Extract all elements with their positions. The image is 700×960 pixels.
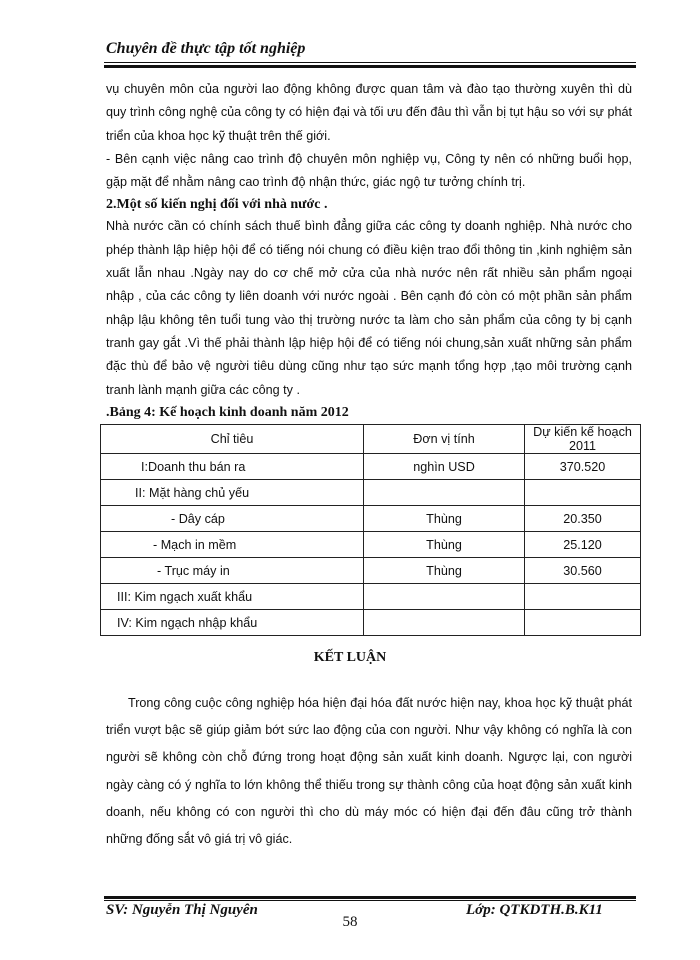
conclusion-body [106, 690, 632, 853]
table-row [101, 506, 641, 532]
table-cell: III: Kim ngạch xuất khẩu [101, 584, 364, 610]
footer-rule-thick [104, 896, 636, 899]
table-cell [525, 610, 641, 636]
table-cell: II: Mặt hàng chủ yếu [101, 480, 364, 506]
table-header-cell: Dự kiến kế hoạch 2011 [525, 425, 641, 454]
table-row [101, 454, 641, 480]
body-content [106, 78, 632, 424]
header-title: Chuyên đề thực tập tốt nghiệp [106, 40, 306, 57]
table-cell [525, 480, 641, 506]
table-cell: nghìn USD [364, 454, 525, 480]
table-row [101, 584, 641, 610]
class-code: Lớp: QTKDTH.B.K11 [466, 902, 603, 918]
table-header-cell: Chỉ tiêu [101, 425, 364, 454]
table-cell: IV: Kim ngạch nhập khẩu [101, 610, 364, 636]
header-rule-thin [104, 62, 636, 63]
table-cell: I:Doanh thu bán ra [101, 454, 364, 480]
student-name: SV: Nguyễn Thị Nguyên [106, 902, 258, 918]
table-cell: - Dây cáp [101, 506, 364, 532]
table-cell: Thùng [364, 532, 525, 558]
footer-rule-thin [104, 900, 636, 901]
table-cell: 370.520 [525, 454, 641, 480]
table-header-row [101, 425, 641, 454]
business-plan-table [100, 424, 641, 636]
table-cell [364, 584, 525, 610]
conclusion-paragraph: Trong công cuộc công nghiệp hóa hiện đại hóa đất nước hiện nay, khoa học kỹ thuật phát triển vượt bậc sẽ giúp giảm bớt sức lao động của con người. Như vậy không có nghĩa là con người sẽ không còn chỗ đứng trong hoạt động sản xuất kinh doanh. Ngược lại, con người ngày càng có ý nghĩa to lớn không thể thiếu trong sự thành công của hoạt động sản xuất kinh doanh, nếu không có con người thì cho dù máy móc có hiện đại đến đâu cũng trở thành những đống sắt vô giá trị vô giác. [106, 696, 632, 847]
table-cell [525, 584, 641, 610]
table-cell: 25.120 [525, 532, 641, 558]
table-header-cell: Đơn vị tính [364, 425, 525, 454]
page-number: 58 [342, 914, 358, 930]
table-row [101, 532, 641, 558]
table-cell: - Mạch in mềm [101, 532, 364, 558]
section-heading: 2.Một số kiến nghị đối với nhà nước . [106, 197, 328, 213]
paragraph-3: Nhà nước cần có chính sách thuế bình đẳng giữa các công ty doanh nghiệp. Nhà nước cho phép thành lập hiệp hội để có tiếng nói chung có điều kiện trao đổi thông tin ,kinh nghiệm sản xuất lẫn nhau .Ngày nay do cơ chế mở cửa của nhà nước nên rất nhiều sản phẩm ngoại nhập , của các công ty liên doanh với nước ngoài . Bên cạnh đó còn có một phần sản phẩm nhập lậu không tên tuổi tung vào thị trường nước ta làm cho sản phẩm của công ty bị cạnh tranh gay gắt .Vì thế phải thành lập hiệp hội để có tiếng nói chung,sản xuất những sản phẩm đặc thù để bảo vệ người tiêu dùng cũng như tạo sức mạnh tổng hợp ,tạo môi trường cạnh tranh lành mạnh giữa các công ty . [106, 219, 632, 397]
table-row [101, 610, 641, 636]
table-cell: - Trục máy in [101, 558, 364, 584]
paragraph-2: - Bên cạnh việc nâng cao trình độ chuyên môn nghiệp vụ, Công ty nên có những buổi họp, gặp mặt để nhằm nâng cao trình độ nhận thức, giác ngộ tư tưởng chính trị. [106, 151, 632, 190]
table-cell: 30.560 [525, 558, 641, 584]
table-cell: 20.350 [525, 506, 641, 532]
table-cell: Thùng [364, 558, 525, 584]
header-rule-thick [104, 65, 636, 68]
table-cell [364, 610, 525, 636]
table-caption: .Bảng 4: Kế hoạch kinh doanh năm 2012 [106, 404, 349, 420]
table-row [101, 480, 641, 506]
table-cell: Thùng [364, 506, 525, 532]
table-row [101, 558, 641, 584]
conclusion-title: KẾT LUẬN [313, 650, 387, 665]
paragraph-1: vụ chuyên môn của người lao động không được quan tâm và đào tạo thường xuyên thì dù quy trình công nghệ của công ty có hiện đại và tối ưu đến đâu thì vẫn bị tụt hậu so với sự phát triển của khoa học kỹ thuật trên thế giới. [106, 82, 632, 143]
table-cell [364, 480, 525, 506]
